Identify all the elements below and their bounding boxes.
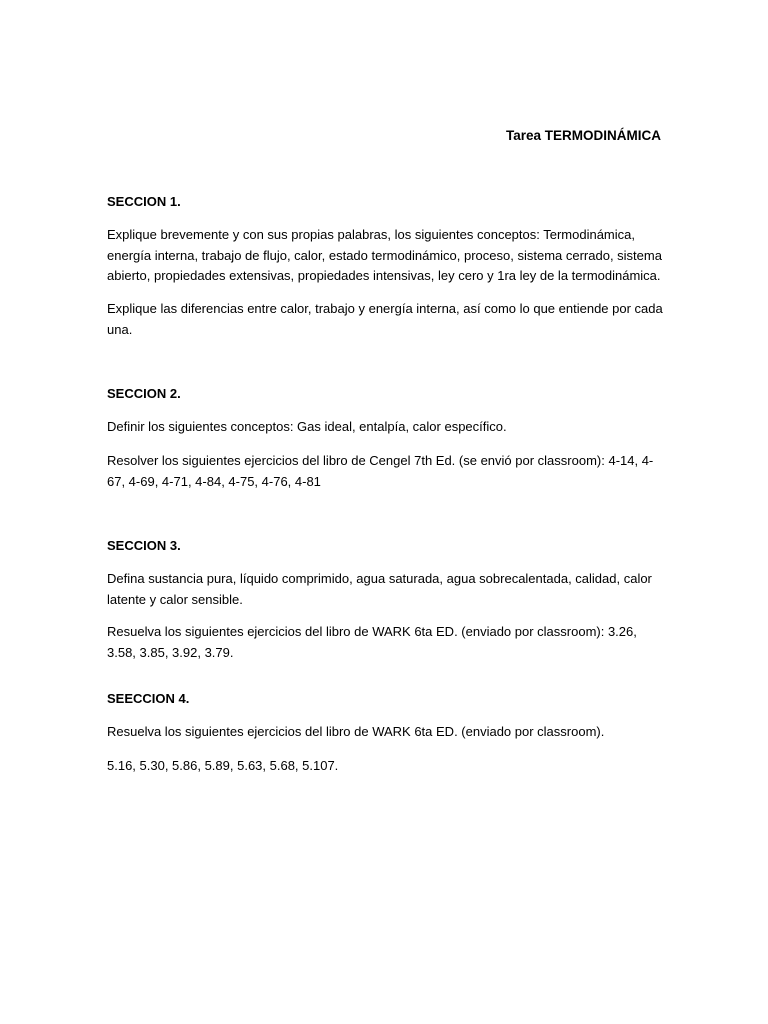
section-3-heading: SECCION 3. [107,538,181,553]
section-2-heading: SECCION 2. [107,386,181,401]
section-4-paragraph-1: Resuelva los siguientes ejercicios del libro de WARK 6ta ED. (enviado por classroom). [107,724,605,739]
section-1-paragraph-2: Explique las diferencias entre calor, trabajo y energía interna, así como lo que entiende por cada una. [107,301,663,337]
section-3-paragraph-2: Resuelva los siguientes ejercicios del libro de WARK 6ta ED. (enviado por classroom): 3.26, 3.58, 3.85, 3.92, 3.79. [107,624,637,660]
document-title: Tarea TERMODINÁMICA [505,128,661,143]
section-4-heading: SEECCION 4. [107,691,190,706]
section-3-paragraph-1: Defina sustancia pura, líquido comprimido, agua saturada, agua sobrecalentada, calidad, calor latente y calor sensible. [107,571,652,607]
section-2-paragraph-1: Definir los siguientes conceptos: Gas ideal, entalpía, calor específico. [107,419,507,434]
section-4-paragraph-2: 5.16, 5.30, 5.86, 5.89, 5.63, 5.68, 5.107. [107,758,339,773]
section-1-heading: SECCION 1. [107,194,181,209]
section-2-paragraph-2: Resolver los siguientes ejercicios del libro de Cengel 7th Ed. (se envió por classroom): 4-14, 4-67, 4-69, 4-71, 4-84, 4-75, 4-76, 4-81 [107,453,654,489]
section-1-paragraph-1: Explique brevemente y con sus propias palabras, los siguientes conceptos: Termodinámica, energía interna, trabajo de flujo, calor, estado termodinámico, proceso, sistema cerrado, sistema abierto, propiedades extensivas, propiedades intensivas, ley cero y 1ra ley de la termodinámica. [107,227,662,283]
